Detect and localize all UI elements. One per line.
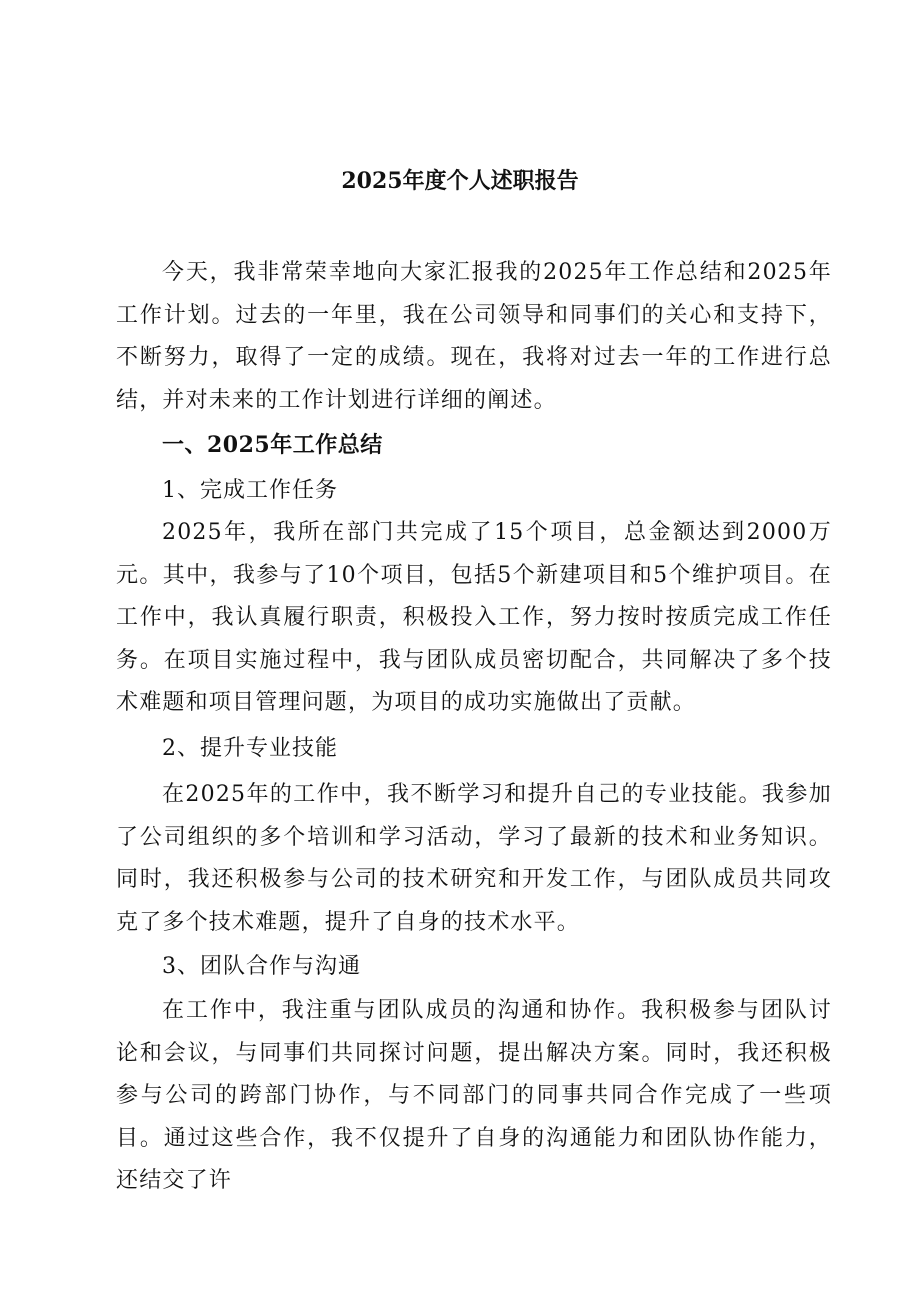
intro-paragraph: 今天，我非常荣幸地向大家汇报我的2025年工作总结和2025年工作计划。过去的一年里，我在公司领导和同事们的关心和支持下，不断努力，取得了一定的成绩。现在，我将对过去一年的工作进行总结，并对未来的工作计划进行详细的阐述。	[116, 260, 832, 413]
subheading-improve-skills: 2、提升专业技能	[162, 736, 338, 761]
paragraph-teamwork: 在工作中，我注重与团队成员的沟通和协作。我积极参与团队讨论和会议，与同事们共同探讨问题，提出解决方案。同时，我还积极参与公司的跨部门协作，与不同部门的同事共同合作完成了一些项目。通过这些合作，我不仅提升了自身的沟通能力和团队协作能力，还结交了许	[116, 998, 832, 1193]
subheading-complete-tasks: 1、完成工作任务	[162, 478, 338, 503]
paragraph-improve-skills: 在2025年的工作中，我不断学习和提升自己的专业技能。我参加了公司组织的多个培训和学习活动，学习了最新的技术和业务知识。同时，我还积极参与公司的技术研究和开发工作，与团队成员共同攻克了多个技术难题，提升了自身的技术水平。	[116, 782, 832, 935]
paragraph-complete-tasks: 2025年，我所在部门共完成了15个项目，总金额达到2000万元。其中，我参与了10个项目，包括5个新建项目和5个维护项目。在工作中，我认真履行职责，积极投入工作，努力按时按质完成工作任务。在项目实施过程中，我与团队成员密切配合，共同解决了多个技术难题和项目管理问题，为项目的成功实施做出了贡献。	[116, 520, 832, 715]
section-heading-work-summary: 一、2025年工作总结	[162, 432, 383, 458]
subheading-teamwork: 3、团队合作与沟通	[162, 954, 361, 979]
document-title: 2025年度个人述职报告	[341, 168, 579, 194]
